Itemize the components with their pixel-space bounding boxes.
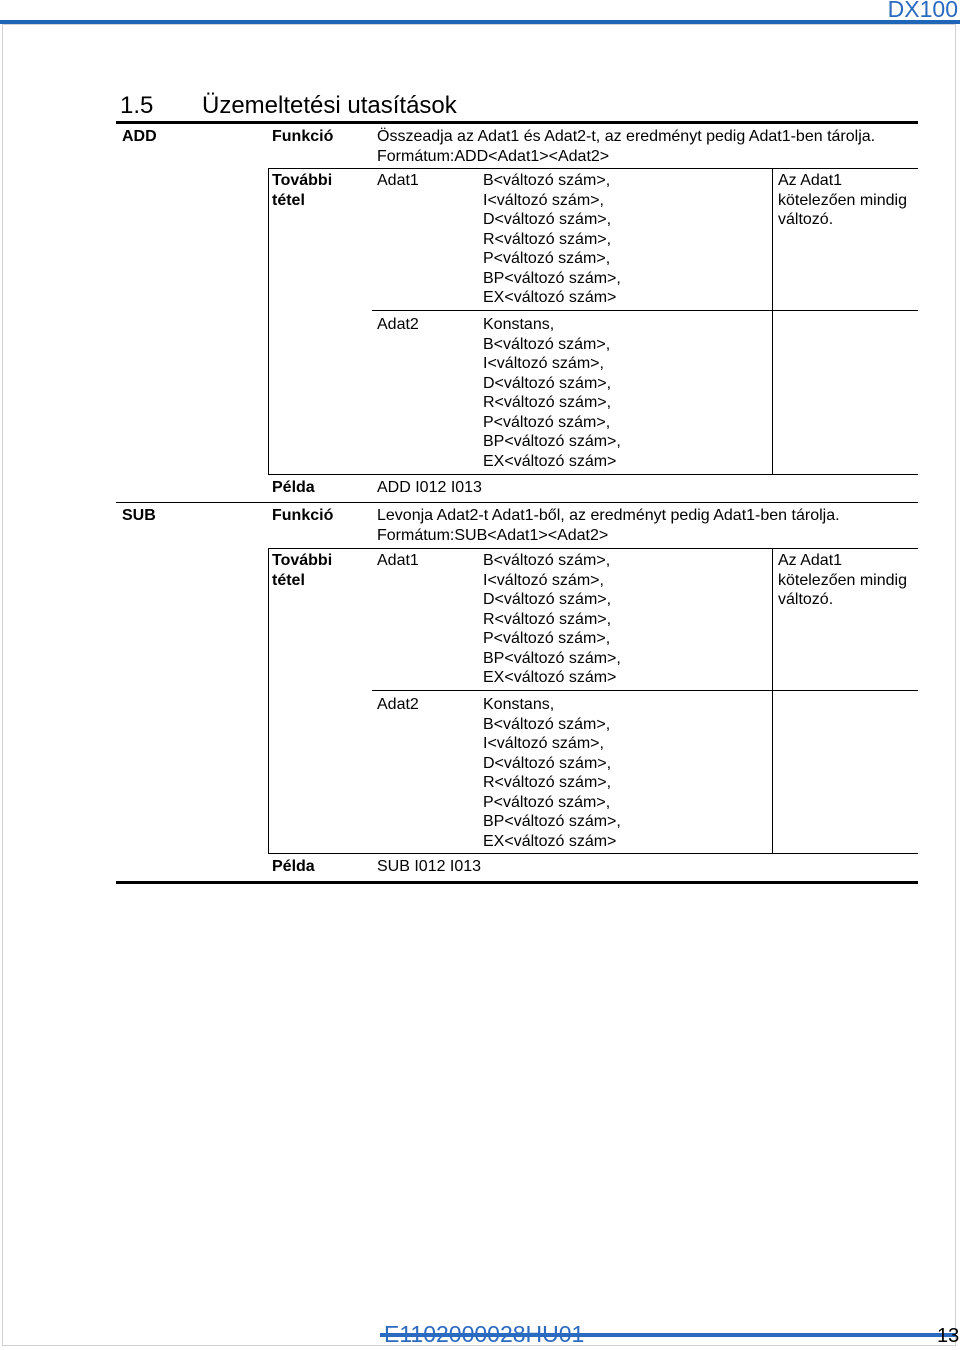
- adat1-value: BP<változó szám>,: [483, 269, 621, 287]
- adat1-value: D<változó szám>,: [483, 211, 612, 228]
- adat1-note: változó.: [778, 211, 834, 228]
- function-format: Formátum:SUB<Adat1><Adat2>: [377, 526, 609, 544]
- adat1-value: P<változó szám>,: [483, 630, 611, 647]
- pelda-label: Példa: [272, 858, 315, 875]
- adat1-label: Adat1: [377, 552, 419, 569]
- section-number: 1.5: [120, 92, 154, 119]
- function-format: Formátum:ADD<Adat1><Adat2>: [377, 147, 610, 165]
- adat1-note: változó.: [778, 591, 834, 608]
- tetel-label: tétel: [272, 571, 305, 589]
- row-separator: [268, 168, 918, 169]
- adat2-value: BP<változó szám>,: [483, 433, 621, 450]
- adat2-value: EX<változó szám>: [483, 452, 617, 470]
- row-separator: [268, 548, 918, 549]
- adat1-note: Az Adat1: [778, 172, 843, 189]
- adat2-value: D<változó szám>,: [483, 754, 612, 772]
- adat1-note: kötelezően mindig: [778, 191, 907, 209]
- adat1-value: I<változó szám>,: [483, 191, 604, 209]
- adat1-value: EX<változó szám>: [483, 289, 617, 306]
- adat1-value: B<változó szám>,: [483, 552, 611, 569]
- adat1-value: BP<változó szám>,: [483, 649, 621, 667]
- adat1-note: Az Adat1: [778, 552, 843, 569]
- row-separator: [372, 310, 918, 311]
- function-description: Levonja Adat2-t Adat1-ből, az eredményt pedig Adat1-ben tárolja.: [377, 507, 840, 524]
- funkcio-label: Funkció: [272, 128, 334, 145]
- example-code: ADD I012 I013: [377, 479, 482, 496]
- adat2-value: P<változó szám>,: [483, 413, 611, 431]
- row-separator: [268, 853, 918, 854]
- command-name: SUB: [122, 507, 156, 524]
- adat2-value: I<változó szám>,: [483, 735, 604, 752]
- adat1-value: I<változó szám>,: [483, 571, 604, 589]
- adat2-label: Adat2: [377, 316, 419, 333]
- column-separator: [772, 168, 773, 474]
- adat1-label: Adat1: [377, 172, 419, 189]
- tovabbi-label: További: [272, 172, 333, 189]
- column-separator: [268, 168, 269, 474]
- adat1-value: R<változó szám>,: [483, 610, 612, 628]
- adat1-value: P<változó szám>,: [483, 250, 611, 267]
- brand-name: DX100: [887, 0, 958, 22]
- pelda-label: Példa: [272, 479, 315, 496]
- document-code: E1102000028HU01: [384, 1321, 585, 1347]
- column-separator: [268, 548, 269, 853]
- adat2-value: R<változó szám>,: [483, 774, 612, 791]
- tovabbi-label: További: [272, 552, 333, 569]
- command-name: ADD: [122, 128, 157, 145]
- adat1-value: B<változó szám>,: [483, 172, 611, 189]
- adat1-note: kötelezően mindig: [778, 571, 907, 589]
- adat2-value: B<változó szám>,: [483, 335, 611, 353]
- tetel-label: tétel: [272, 191, 305, 209]
- adat2-value: Konstans,: [483, 316, 555, 333]
- adat1-value: EX<változó szám>: [483, 669, 617, 686]
- section-heading: [120, 90, 457, 122]
- table-top-rule: [116, 121, 918, 124]
- row-separator: [372, 690, 918, 691]
- adat2-value: D<változó szám>,: [483, 374, 612, 392]
- adat2-value: R<változó szám>,: [483, 394, 612, 411]
- section-title: Üzemeltetési utasítások: [202, 92, 457, 119]
- funkcio-label: Funkció: [272, 507, 334, 524]
- function-description: Összeadja az Adat1 és Adat2-t, az eredményt pedig Adat1-ben tárolja.: [377, 128, 876, 145]
- section-separator: [116, 502, 918, 503]
- adat2-value: B<változó szám>,: [483, 715, 611, 733]
- example-code: SUB I012 I013: [377, 858, 482, 875]
- table-bottom-rule: [116, 881, 918, 884]
- adat2-label: Adat2: [377, 696, 419, 713]
- adat1-value: D<változó szám>,: [483, 591, 612, 608]
- adat1-value: R<változó szám>,: [483, 230, 612, 248]
- column-separator: [772, 548, 773, 853]
- adat2-value: P<változó szám>,: [483, 793, 611, 811]
- adat2-value: EX<változó szám>: [483, 832, 617, 850]
- adat2-value: BP<változó szám>,: [483, 813, 621, 830]
- row-separator: [268, 474, 918, 475]
- page-number: 13: [937, 1325, 960, 1347]
- adat2-value: I<változó szám>,: [483, 355, 604, 372]
- adat2-value: Konstans,: [483, 696, 555, 713]
